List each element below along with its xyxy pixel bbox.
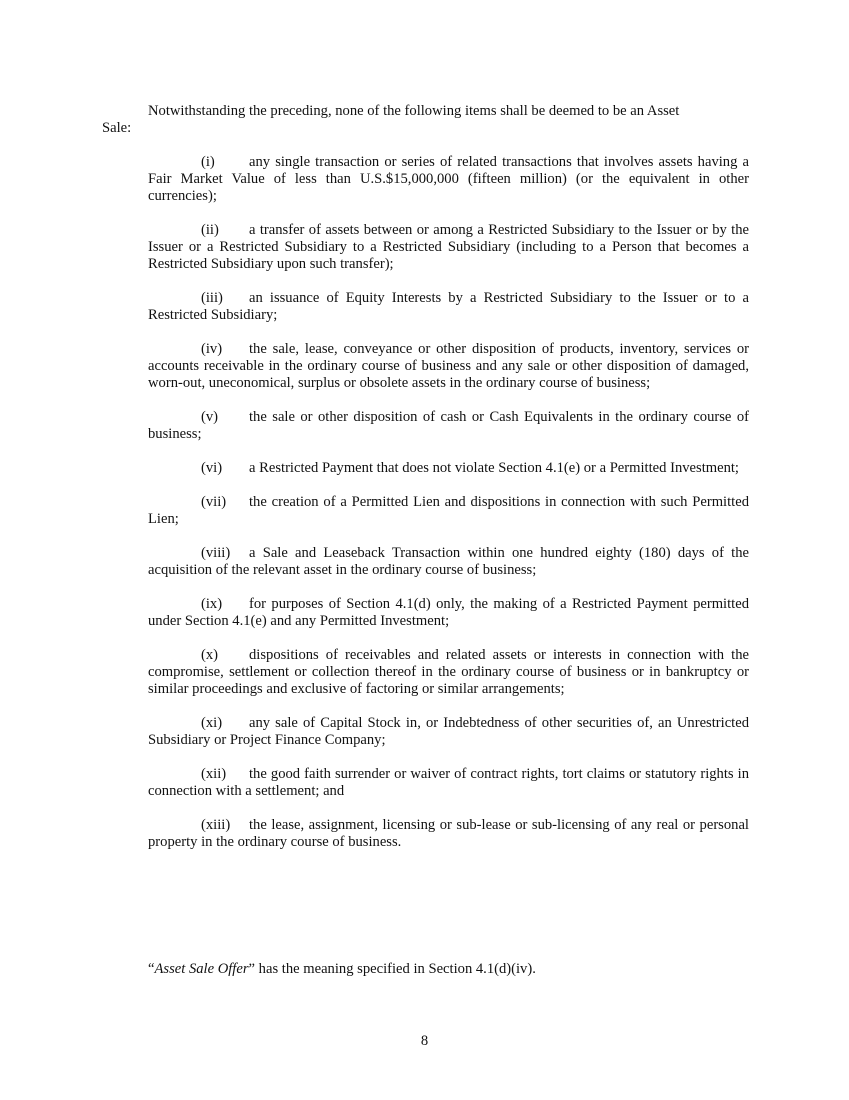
clause-number: (xi): [201, 715, 223, 731]
clause-number: (xiii): [201, 817, 231, 833]
clause-number: (v): [201, 409, 219, 425]
clause-text: a Restricted Payment that does not violate Section 4.1(e) or a Permitted Investment;: [249, 460, 739, 476]
clause-xii: [148, 766, 749, 800]
clause-text: the sale, lease, conveyance or other disposition of products, inventory, services or accounts receivable in the ordinary course of business and any sale or other disposition of damaged, worn-out, uneconomical, surplus or obsolete assets in the ordinary course of business;: [148, 341, 749, 391]
clause-number: (iv): [201, 341, 223, 357]
clause-text: any sale of Capital Stock in, or Indebtedness of other securities of, an Unrestricted Subsidiary or Project Finance Company;: [148, 715, 749, 748]
clause-xi: [148, 715, 749, 749]
clause-vii: [148, 494, 749, 528]
intro-text: Notwithstanding the preceding, none of the following items shall be deemed to be an Asset: [148, 103, 680, 119]
clause-number: (viii): [201, 545, 231, 561]
definition-close-quote: ”: [248, 961, 256, 977]
clause-number: (vi): [201, 460, 223, 476]
clause-text: a Sale and Leaseback Transaction within one hundred eighty (180) days of the acquisition of the relevant asset in the ordinary course of business;: [148, 545, 749, 578]
clause-viii: [148, 545, 749, 579]
clause-number: (ii): [201, 222, 219, 238]
intro-paragraph: [148, 103, 749, 120]
clause-ix: [148, 596, 749, 630]
clause-text: an issuance of Equity Interests by a Restricted Subsidiary to the Issuer or to a Restricted Subsidiary;: [148, 290, 749, 323]
clause-text: the sale or other disposition of cash or Cash Equivalents in the ordinary course of business;: [148, 409, 749, 442]
definition-text: has the meaning specified in Section 4.1(d)(iv).: [255, 961, 536, 977]
clause-number: (x): [201, 647, 219, 663]
clause-number: (iii): [201, 290, 223, 306]
page-number: 8: [420, 1033, 429, 1049]
intro-paragraph-tail: Sale:: [102, 120, 132, 136]
clause-iii: [148, 290, 749, 324]
clause-text: any single transaction or series of related transactions that involves assets having a Fair Market Value of less than U.S.$15,000,000 (fifteen million) (or the equivalent in other currencies);: [148, 154, 749, 204]
clause-v: [148, 409, 749, 443]
clause-text: the creation of a Permitted Lien and dispositions in connection with such Permitted Lien;: [148, 494, 749, 527]
clause-iv: [148, 341, 749, 392]
clause-text: the lease, assignment, licensing or sub-lease or sub-licensing of any real or personal property in the ordinary course of business.: [148, 817, 749, 850]
clause-text: dispositions of receivables and related assets or interests in connection with the compromise, settlement or collection thereof in the ordinary course of business or in bankruptcy or similar proceedings and exclusive of factoring or similar arrangements;: [148, 647, 749, 697]
clause-vi: [148, 460, 749, 477]
clause-number: (i): [201, 154, 215, 170]
clause-list: [148, 154, 749, 868]
clause-ii: [148, 222, 749, 273]
clause-number: (vii): [201, 494, 227, 510]
clause-x: [148, 647, 749, 698]
definition-term: Asset Sale Offer: [154, 961, 249, 977]
clause-xiii: [148, 817, 749, 851]
clause-text: the good faith surrender or waiver of contract rights, tort claims or statutory rights in connection with a settlement; and: [148, 766, 749, 799]
clause-number: (xii): [201, 766, 227, 782]
clause-text: a transfer of assets between or among a Restricted Subsidiary to the Issuer or by the Issuer or a Restricted Subsidiary to a Restricted Subsidiary (including to a Person that becomes a Restricted Subsidiary upon such transfer);: [148, 222, 749, 272]
clause-i: [148, 154, 749, 205]
clause-text: for purposes of Section 4.1(d) only, the making of a Restricted Payment permitted under Section 4.1(e) and any Permitted Investment;: [148, 596, 749, 629]
clause-number: (ix): [201, 596, 223, 612]
definition-asset-sale-offer: [148, 961, 749, 978]
definition-open-quote: “: [148, 961, 155, 977]
